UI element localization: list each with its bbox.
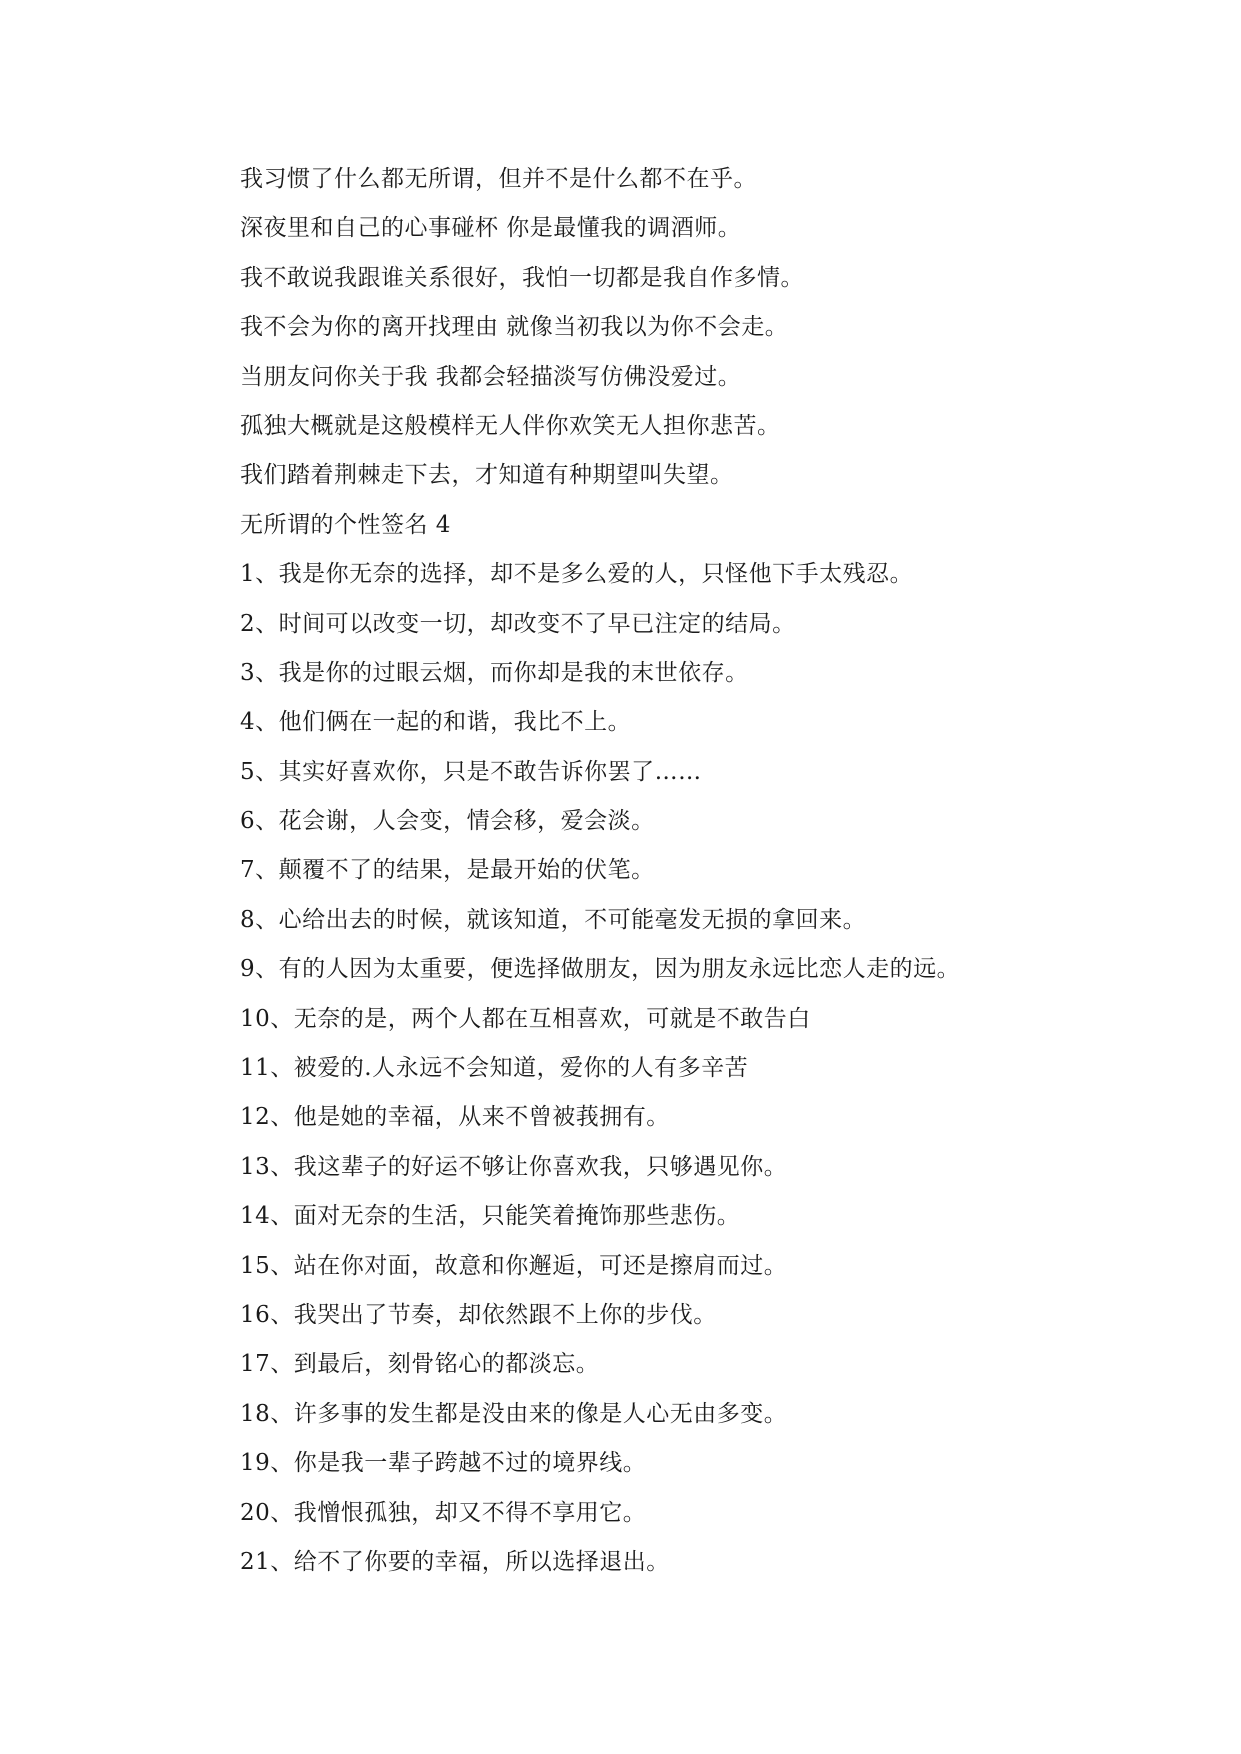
list-item: 12、他是她的幸福，从来不曾被莪拥有。	[240, 1104, 670, 1131]
intro-line: 当朋友问你关于我 我都会轻描淡写仿佛没爱过。	[240, 363, 742, 390]
list-item: 9、有的人因为太重要，便选择做朋友，因为朋友永远比恋人走的远。	[240, 956, 961, 983]
list-item: 6、花会谢，人会变，情会移，爱会淡。	[240, 808, 655, 835]
list-item: 11、被爱的.人永远不会知道，爱你的人有多辛苦	[240, 1055, 749, 1082]
list-item: 13、我这辈子的好运不够让你喜欢我，只够遇见你。	[240, 1153, 788, 1180]
list-item: 8、心给出去的时候，就该知道，不可能毫发无损的拿回来。	[240, 906, 867, 933]
list-item: 18、许多事的发生都是没由来的像是人心无由多变。	[240, 1400, 788, 1427]
list-item: 7、颠覆不了的结果，是最开始的伏笔。	[240, 857, 655, 884]
list-item: 1、我是你无奈的选择，却不是多么爱的人，只怪他下手太残忍。	[240, 561, 914, 588]
list-item: 17、到最后，刻骨铭心的都淡忘。	[240, 1351, 600, 1378]
intro-line: 深夜里和自己的心事碰杯 你是最懂我的调酒师。	[240, 215, 742, 242]
list-item: 20、我憎恨孤独，却又不得不享用它。	[240, 1499, 647, 1526]
section-title: 无所谓的个性签名 4	[240, 511, 451, 538]
list-item: 2、时间可以改变一切，却改变不了早已注定的结局。	[240, 610, 796, 637]
intro-line: 我们踏着荆棘走下去，才知道有种期望叫失望。	[240, 462, 734, 489]
document-body	[240, 155, 1100, 1587]
list-item: 15、站在你对面，故意和你邂逅，可还是擦肩而过。	[240, 1252, 788, 1279]
list-item: 14、面对无奈的生活，只能笑着掩饰那些悲伤。	[240, 1203, 741, 1230]
list-item: 5、其实好喜欢你，只是不敢告诉你罢了……	[240, 758, 702, 785]
list-item: 19、你是我一辈子跨越不过的境界线。	[240, 1450, 647, 1477]
list-item: 10、无奈的是，两个人都在互相喜欢，可就是不敢告白	[240, 1005, 811, 1032]
intro-line: 我不会为你的离开找理由 就像当初我以为你不会走。	[240, 314, 789, 341]
intro-line: 孤独大概就是这般模样无人伴你欢笑无人担你悲苦。	[240, 412, 781, 439]
list-item: 3、我是你的过眼云烟，而你却是我的末世依存。	[240, 659, 749, 686]
list-item: 4、他们俩在一起的和谐，我比不上。	[240, 709, 632, 736]
intro-line: 我不敢说我跟谁关系很好，我怕一切都是我自作多情。	[240, 264, 804, 291]
list-item: 21、给不了你要的幸福，所以选择退出。	[240, 1548, 670, 1575]
intro-line: 我习惯了什么都无所谓，但并不是什么都不在乎。	[240, 166, 757, 192]
list-item: 16、我哭出了节奏，却依然跟不上你的步伐。	[240, 1301, 717, 1328]
